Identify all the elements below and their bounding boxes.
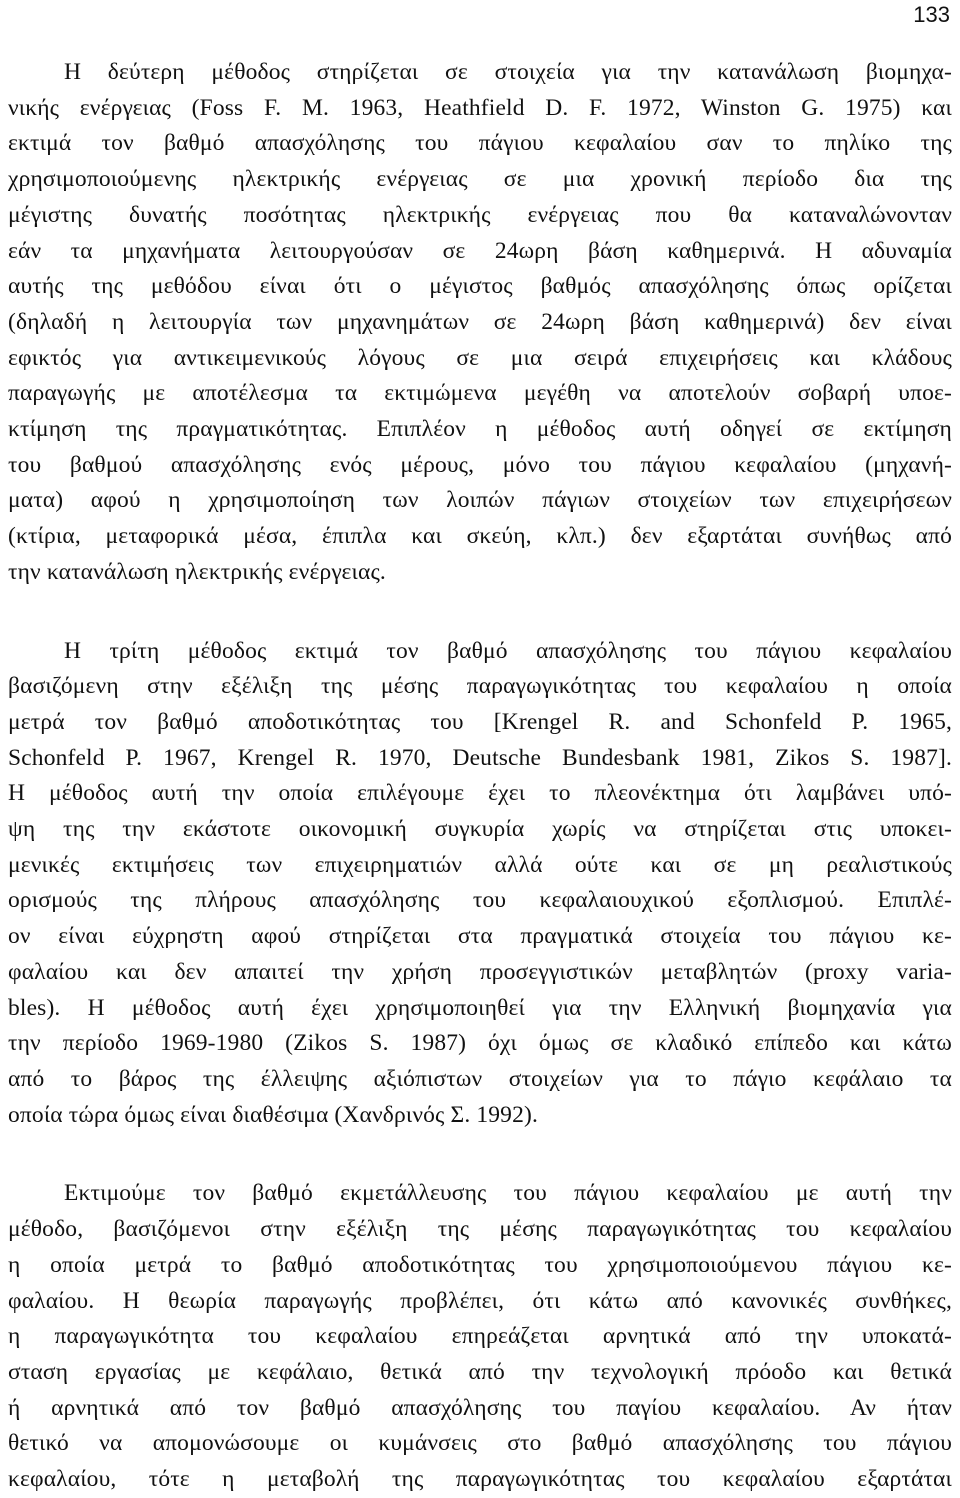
- text-line: φαλαίου. Η θεωρία παραγωγής προβλέπει, ότι κάτω από κανονικές συνθήκες,: [8, 1287, 952, 1314]
- text-line: Εκτιμούμε τον βαθμό εκμετάλλευσης του πάγιου κεφαλαίου με αυτή την: [64, 1180, 952, 1207]
- text-line: αυτής της μεθόδου είναι ότι ο μέγιστος βαθμός απασχόλησης όπως ορίζεται: [8, 273, 952, 300]
- text-line: μενικές εκτιμήσεις των επιχειρηματιών αλλά ούτε και σε μη ρεαλιστικούς: [8, 851, 952, 878]
- text-line: οποία τώρα όμως είναι διαθέσιμα (Χανδρινός Σ. 1992).: [8, 1101, 538, 1128]
- text-line: η οποία μετρά το βαθμό αποδοτικότητας του χρησιμοποιούμενου πάγιου κε-: [8, 1251, 952, 1278]
- text-line: νικής ενέργειας (Foss F. M. 1963, Heathfield D. F. 1972, Winston G. 1975) και: [8, 94, 952, 121]
- text-line: Η τρίτη μέθοδος εκτιμά τον βαθμό απασχόλησης του πάγιου κεφαλαίου: [64, 637, 952, 664]
- body-text: [8, 55, 952, 1498]
- text-line: μέγιστης δυνατής ποσότητας ηλεκτρικής ενέργειας που θα καταναλώνονταν: [8, 201, 952, 228]
- text-line: χρησιμοποιούμενης ηλεκτρικής ενέργειας σε μια χρονική περίοδο δια της: [8, 166, 952, 193]
- paragraph-energy-method: [8, 55, 952, 591]
- text-line: από το βάρος της έλλειψης αξιόπιστων στοιχείων για το πάγιο κεφάλαιο τα: [8, 1065, 952, 1092]
- text-line: Η δεύτερη μέθοδος στηρίζεται σε στοιχεία για την κατανάλωση βιομηχα-: [64, 59, 952, 85]
- text-line: κτίμηση της πραγματικότητας. Επιπλέον η μέθοδος αυτή οδηγεί σε εκτίμηση: [8, 416, 952, 443]
- text-line: θετικό να απομονώσουμε οι κυμάνσεις στο βαθμό απασχόλησης του πάγιου: [8, 1430, 952, 1457]
- paragraph-gap: [8, 591, 952, 634]
- text-line: του βαθμού απασχόλησης ενός μέρους, μόνο του πάγιου κεφαλαίου (μηχανή-: [8, 451, 952, 478]
- text-line: σταση εργασίας με κεφάλαιο, θετικά από την τεχνολογική πρόοδο και θετικά: [8, 1358, 952, 1385]
- paragraph-gap: [8, 1133, 952, 1176]
- text-line: ή αρνητικά από τον βαθμό απασχόλησης του παγίου κεφαλαίου. Αν ήταν: [8, 1394, 952, 1421]
- text-line: φαλαίου και δεν απαιτεί την χρήση προσεγγιστικών μεταβλητών (proxy varia-: [8, 958, 952, 985]
- text-line: μέθοδο, βασιζόμενοι στην εξέλιξη της μέσης παραγωγικότητας του κεφαλαίου: [8, 1216, 952, 1243]
- text-line: εφικτός για αντικειμενικούς λόγους σε μια σειρά επιχειρήσεις και κλάδους: [8, 344, 952, 371]
- text-line: bles). Η μέθοδος αυτή έχει χρησιμοποιηθεί για την Ελληνική βιομηχανία για: [8, 994, 952, 1021]
- paragraph-productivity-method: [8, 634, 952, 1134]
- page-number: 133: [913, 2, 950, 27]
- text-line: (δηλαδή η λειτουργία των μηχανημάτων σε 24ωρη βάση καθημερινά) δεν είναι: [8, 308, 952, 335]
- text-line: την κατανάλωση ηλεκτρικής ενέργειας.: [8, 558, 386, 585]
- text-line: η παραγωγικότητα του κεφαλαίου επηρεάζεται αρνητικά από την υποκατά-: [8, 1323, 952, 1350]
- text-line: Η μέθοδος αυτή την οποία επιλέγουμε έχει το πλεονέκτημα ότι λαμβάνει υπό-: [8, 780, 952, 807]
- paragraph-estimation: [8, 1176, 952, 1497]
- text-line: μετρά τον βαθμό αποδοτικότητας του [Krengel R. and Schonfeld P. 1965,: [8, 708, 952, 735]
- text-line: εκτιμά τον βαθμό απασχόλησης του πάγιου κεφαλαίου σαν το πηλίκο της: [8, 130, 952, 157]
- text-line: την περίοδο 1969-1980 (Zikos S. 1987) όχι όμως σε κλαδικό επίπεδο και κάτω: [8, 1030, 952, 1057]
- text-line: ορισμούς της πλήρους απασχόλησης του κεφαλαιουχικού εξοπλισμού. Επιπλέ-: [8, 887, 952, 914]
- text-line: βασιζόμενη στην εξέλιξη της μέσης παραγωγικότητας του κεφαλαίου η οποία: [8, 673, 952, 700]
- text-line: (κτίρια, μεταφορικά μέσα, έπιπλα και σκεύη, κλπ.) δεν εξαρτάται συνήθως από: [8, 523, 952, 550]
- text-line: ματα) αφού η χρησιμοποίηση των λοιπών πάγιων στοιχείων των επιχειρήσεων: [8, 487, 952, 514]
- text-line: ον είναι εύχρηστη αφού στηρίζεται στα πραγματικά στοιχεία του πάγιου κε-: [8, 923, 952, 950]
- text-line: ψη της την εκάστοτε οικονομική συγκυρία χωρίς να στηρίζεται στις υποκει-: [8, 816, 952, 843]
- text-line: εάν τα μηχανήματα λειτουργούσαν σε 24ωρη βάση καθημερινά. Η αδυναμία: [8, 237, 952, 264]
- text-line: Schonfeld P. 1967, Krengel R. 1970, Deutsche Bundesbank 1981, Zikos S. 1987].: [8, 744, 952, 771]
- text-line: κεφαλαίου, τότε η μεταβολή της παραγωγικότητας του κεφαλαίου εξαρτάται: [8, 1466, 952, 1493]
- text-line: παραγωγής με αποτέλεσμα τα εκτιμώμενα μεγέθη να αποτελούν σοβαρή υποε-: [8, 380, 952, 407]
